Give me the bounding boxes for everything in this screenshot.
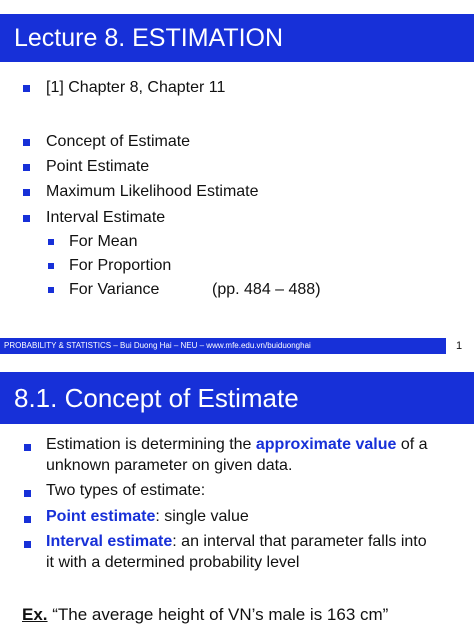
slide-title: 8.1. Concept of Estimate [0, 372, 474, 424]
example-text: “The average height of VN’s male is 163 cm” [47, 605, 389, 624]
bullet-text [46, 532, 427, 552]
topic-item: Point Estimate [46, 158, 150, 175]
bullet-square-icon [24, 444, 31, 451]
highlight-term: Interval estimate [46, 533, 173, 550]
bullet-square-icon [23, 164, 30, 171]
bullet-square-icon [23, 85, 30, 92]
bullet-square-icon [24, 541, 31, 548]
subtopic-item: For Variance [69, 281, 160, 298]
subtopic-item: For Mean [69, 233, 138, 250]
bullet-square-icon [48, 263, 54, 269]
bullet-text-continued: it with a determined probability level [46, 554, 300, 571]
bullet-square-icon [24, 516, 31, 523]
highlight-term: approximate value [255, 436, 397, 453]
bullet-square-icon [24, 490, 31, 497]
text-span: : an interval that parameter falls into [172, 533, 427, 550]
reference-item: [1] Chapter 8, Chapter 11 [46, 79, 226, 96]
slide-footer: PROBABILITY & STATISTICS – Bui Duong Hai – NEU – www.mfe.edu.vn/buiduonghai [0, 338, 446, 354]
bullet-square-icon [48, 287, 54, 293]
bullet-square-icon [23, 215, 30, 222]
bullet-text [46, 435, 428, 455]
example-label: Ex. [22, 605, 48, 624]
topic-item: Interval Estimate [46, 209, 166, 226]
slide-2 [0, 364, 474, 632]
bullet-square-icon [23, 189, 30, 196]
bullet-square-icon [23, 139, 30, 146]
topic-item: Maximum Likelihood Estimate [46, 183, 259, 200]
highlight-term: Point estimate [46, 508, 156, 525]
page-reference: (pp. 484 – 488) [212, 281, 321, 298]
text-span: : single value [155, 508, 249, 525]
text-span: Estimation is determining the [46, 436, 256, 453]
page-number: 1 [456, 340, 463, 352]
subtopic-item: For Proportion [69, 257, 172, 274]
bullet-text [46, 507, 249, 527]
bullet-square-icon [48, 239, 54, 245]
text-span: of a [396, 436, 428, 453]
slide-title: Lecture 8. ESTIMATION [0, 14, 474, 62]
bullet-text: Two types of estimate: [46, 482, 206, 499]
bullet-text-continued: unknown parameter on given data. [46, 457, 293, 474]
topic-item: Concept of Estimate [46, 133, 191, 150]
example-line [22, 605, 388, 625]
